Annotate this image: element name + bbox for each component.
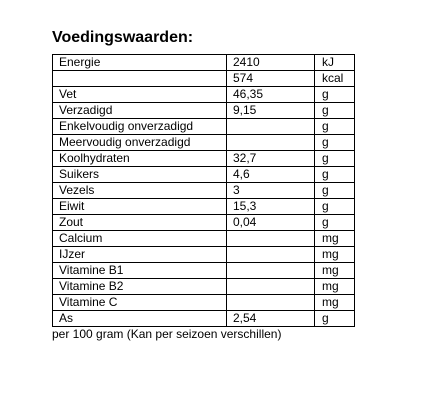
nutrient-value: 46,35 [227, 87, 315, 103]
nutrient-unit: g [315, 119, 355, 135]
nutrient-unit: mg [315, 231, 355, 247]
nutrient-name: Enkelvoudig onverzadigd [53, 119, 227, 135]
table-row [53, 231, 355, 247]
nutrient-name: Vitamine B1 [53, 263, 227, 279]
footnote: per 100 gram (Kan per seizoen verschillen) [52, 327, 282, 341]
nutrient-value [227, 295, 315, 311]
nutrient-value [227, 263, 315, 279]
nutrient-unit: g [315, 151, 355, 167]
table-row [53, 311, 355, 327]
table-row [53, 87, 355, 103]
nutrient-unit: g [315, 103, 355, 119]
nutrient-name: Koolhydraten [53, 151, 227, 167]
table-row [53, 215, 355, 231]
table-row [53, 119, 355, 135]
nutrient-unit: g [315, 87, 355, 103]
nutrient-name: Eiwit [53, 199, 227, 215]
nutrient-unit: g [315, 183, 355, 199]
table-row [53, 263, 355, 279]
table-row [53, 55, 355, 71]
nutrient-value: 9,15 [227, 103, 315, 119]
table-row [53, 247, 355, 263]
nutrient-value [227, 247, 315, 263]
nutrient-name: Vitamine C [53, 295, 227, 311]
nutrient-name: Calcium [53, 231, 227, 247]
nutrient-value: 2410 [227, 55, 315, 71]
nutrient-unit: mg [315, 247, 355, 263]
nutrient-unit: mg [315, 263, 355, 279]
nutrient-value: 4,6 [227, 167, 315, 183]
nutrient-name: Vitamine B2 [53, 279, 227, 295]
table-row [53, 295, 355, 311]
table-row [53, 199, 355, 215]
table-row [53, 151, 355, 167]
table-row [53, 167, 355, 183]
nutrient-unit: g [315, 167, 355, 183]
nutrient-value [227, 119, 315, 135]
nutrient-unit: g [315, 199, 355, 215]
nutrient-name: IJzer [53, 247, 227, 263]
table-row [53, 135, 355, 151]
nutrient-name: Vezels [53, 183, 227, 199]
nutrient-value: 15,3 [227, 199, 315, 215]
nutrient-value: 0,04 [227, 215, 315, 231]
table-row [53, 71, 355, 87]
nutrient-name: As [53, 311, 227, 327]
nutrient-name: Meervoudig onverzadigd [53, 135, 227, 151]
nutrient-unit: g [315, 311, 355, 327]
nutrient-unit: kJ [315, 55, 355, 71]
table-row [53, 183, 355, 199]
nutrient-unit: g [315, 215, 355, 231]
nutrient-name: Suikers [53, 167, 227, 183]
nutrient-unit: mg [315, 279, 355, 295]
nutrient-value: 32,7 [227, 151, 315, 167]
nutrient-name: Energie [53, 55, 227, 71]
page-title: Voedingswaarden: [52, 29, 194, 46]
nutrient-value [227, 279, 315, 295]
nutrient-name: Verzadigd [53, 103, 227, 119]
nutrient-value: 2,54 [227, 311, 315, 327]
nutrient-value: 574 [227, 71, 315, 87]
nutrient-name [53, 71, 227, 87]
nutrient-unit: mg [315, 295, 355, 311]
nutrient-unit: g [315, 135, 355, 151]
nutrient-name: Vet [53, 87, 227, 103]
nutrient-value [227, 135, 315, 151]
table-row [53, 103, 355, 119]
table-row [53, 279, 355, 295]
nutrient-name: Zout [53, 215, 227, 231]
nutrient-unit: kcal [315, 71, 355, 87]
nutrition-table-body [53, 55, 355, 327]
nutrition-table [52, 54, 355, 327]
nutrient-value [227, 231, 315, 247]
nutrient-value: 3 [227, 183, 315, 199]
